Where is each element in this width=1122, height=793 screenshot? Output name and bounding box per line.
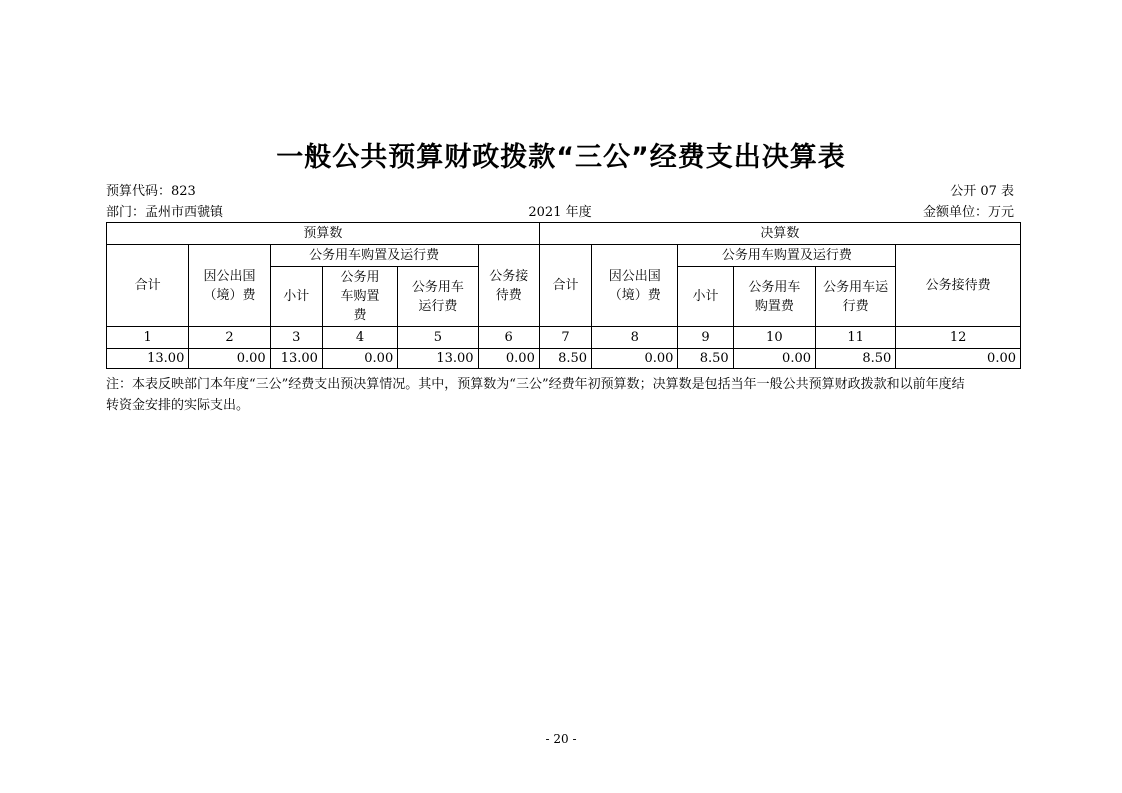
value-cell: 0.00 xyxy=(478,349,539,369)
header-row-groups xyxy=(107,223,1021,245)
col-no: 8 xyxy=(592,327,678,349)
col-no: 4 xyxy=(322,327,397,349)
header-final-reception: 公务接待费 xyxy=(896,245,1021,327)
page-number: - 20 - xyxy=(545,732,577,746)
amount-unit: 金额单位：万元 xyxy=(922,205,1014,220)
budget-code: 预算代码：823 xyxy=(106,184,196,199)
value-row xyxy=(107,349,1021,369)
header-final-abroad: 因公出国 （境）费 xyxy=(592,245,678,327)
value-cell: 0.00 xyxy=(322,349,397,369)
header-budget-subtotal: 小计 xyxy=(270,267,322,327)
value-cell: 13.00 xyxy=(398,349,478,369)
header-budget-total: 合计 xyxy=(107,245,189,327)
col-no: 2 xyxy=(189,327,270,349)
col-no: 6 xyxy=(478,327,539,349)
table-note xyxy=(106,374,1018,416)
header-budget-running: 公务用车 运行费 xyxy=(398,267,478,327)
column-number-row xyxy=(107,327,1021,349)
note-line-1: 注：本表反映部门本年度“三公”经费支出预决算情况。其中，预算数为“三公”经费年初预算数；决算数是包括当年一般公共预算财政拨款和以前年度结 xyxy=(106,377,965,392)
meta-row-department xyxy=(106,203,1014,223)
table-number: 公开 07 表 xyxy=(950,184,1014,199)
page-title: 一般公共预算财政拨款“三公”经费支出决算表 xyxy=(276,142,846,173)
header-final-vehicle: 公务用车购置及运行费 xyxy=(678,245,896,267)
value-cell: 13.00 xyxy=(270,349,322,369)
value-cell: 0.00 xyxy=(896,349,1021,369)
value-cell: 8.50 xyxy=(539,349,591,369)
col-no: 7 xyxy=(539,327,591,349)
value-cell: 8.50 xyxy=(678,349,733,369)
header-final-total: 合计 xyxy=(539,245,591,327)
header-budget-vehicle: 公务用车购置及运行费 xyxy=(270,245,478,267)
header-final-purchase: 公务用车 购置费 xyxy=(733,267,815,327)
header-final: 决算数 xyxy=(539,223,1020,245)
col-no: 9 xyxy=(678,327,733,349)
value-cell: 0.00 xyxy=(592,349,678,369)
col-no: 5 xyxy=(398,327,478,349)
header-budget-purchase: 公务用 车购置 费 xyxy=(322,267,397,327)
col-no: 11 xyxy=(816,327,896,349)
fiscal-year: 2021 年度 xyxy=(528,205,592,220)
value-cell: 0.00 xyxy=(733,349,815,369)
header-row-sub xyxy=(107,245,1021,267)
header-final-running: 公务用车运 行费 xyxy=(816,267,896,327)
header-budget: 预算数 xyxy=(107,223,540,245)
value-cell: 13.00 xyxy=(107,349,189,369)
col-no: 1 xyxy=(107,327,189,349)
note-line-2: 转资金安排的实际支出。 xyxy=(106,398,250,413)
meta-row-code xyxy=(106,182,1014,202)
col-no: 12 xyxy=(896,327,1021,349)
value-cell: 8.50 xyxy=(816,349,896,369)
value-cell: 0.00 xyxy=(189,349,270,369)
col-no: 10 xyxy=(733,327,815,349)
header-budget-abroad: 因公出国 （境）费 xyxy=(189,245,270,327)
department-name: 部门：孟州市西虢镇 xyxy=(106,205,224,220)
col-no: 3 xyxy=(270,327,322,349)
three-public-expense-table xyxy=(106,222,1021,369)
header-budget-reception: 公务接 待费 xyxy=(478,245,539,327)
header-final-subtotal: 小计 xyxy=(678,267,733,327)
